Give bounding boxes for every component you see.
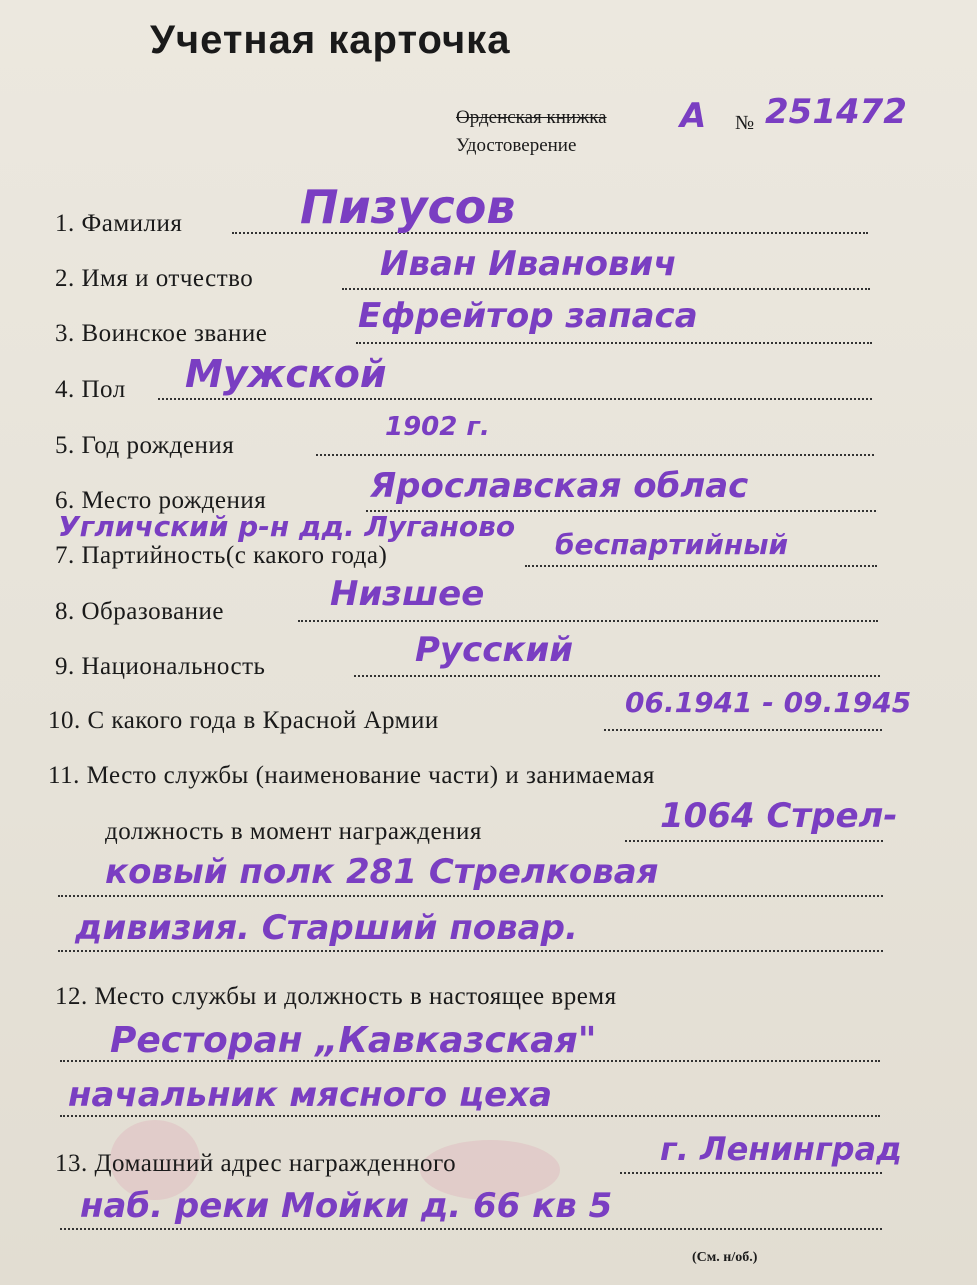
field-9-label: 9. Национальность <box>55 653 266 680</box>
document-type <box>456 104 607 160</box>
field-5-line <box>316 454 874 456</box>
field-3-value: Ефрейтор запаса <box>358 296 698 336</box>
series-handwritten: А <box>680 96 707 136</box>
field-11-label-line2: должность в момент награждения <box>105 818 482 845</box>
field-4-value: Мужской <box>185 352 387 396</box>
field-7-label: 7. Партийность(с какого года) <box>55 542 388 569</box>
field-12-label: 12. Место службы и должность в настоящее время <box>55 983 617 1010</box>
field-13-line2 <box>60 1228 882 1230</box>
field-2-line <box>342 288 870 290</box>
field-11-line2 <box>58 895 883 897</box>
field-6-value-line2: Угличский р-н дд. Луганово <box>58 510 516 543</box>
field-11-value: 1064 Стрел- <box>660 796 898 836</box>
order-book-label: Орденская книжка <box>456 107 607 128</box>
field-13-line <box>620 1172 882 1174</box>
field-4-line <box>158 398 872 400</box>
field-12-line2 <box>60 1115 880 1117</box>
field-13-label: 13. Домашний адрес награжденного <box>55 1150 457 1177</box>
field-11-line <box>625 840 883 842</box>
number-handwritten: 251472 <box>765 92 907 132</box>
field-10-line <box>604 729 882 731</box>
field-11-value-line2: ковый полк 281 Стрелковая <box>105 852 659 892</box>
field-8-line <box>298 620 878 622</box>
field-13-value: г. Ленинград <box>660 1130 902 1168</box>
see-reverse-note: (См. н/об.) <box>692 1250 758 1265</box>
field-8-value: Низшее <box>330 574 485 614</box>
field-7-line <box>525 565 877 567</box>
field-11-value-line3: дивизия. Старший повар. <box>75 908 578 948</box>
field-7-value: беспартийный <box>555 528 789 561</box>
field-11-line3 <box>58 950 883 952</box>
field-9-line <box>354 675 880 677</box>
field-8-label: 8. Образование <box>55 598 225 625</box>
card-title: Учетная карточка <box>150 18 511 62</box>
field-12-value: Ресторан „Кавказская" <box>110 1020 597 1061</box>
field-1-value: Пизусов <box>300 180 516 234</box>
field-10-label: 10. С какого года в Красной Армии <box>48 707 439 734</box>
field-10-value: 06.1941 - 09.1945 <box>625 686 912 719</box>
field-5-value: 1902 г. <box>385 412 490 442</box>
field-2-label: 2. Имя и отчество <box>55 265 254 292</box>
field-3-label: 3. Воинское звание <box>55 320 268 347</box>
field-6-value: Ярославская облас <box>370 466 749 506</box>
field-13-value-line2: наб. реки Мойки д. 66 кв 5 <box>80 1186 613 1226</box>
field-4-label: 4. Пол <box>55 376 126 403</box>
field-6-label: 6. Место рождения <box>55 487 267 514</box>
number-sign: № <box>735 112 755 134</box>
field-2-value: Иван Иванович <box>380 244 677 284</box>
field-9-value: Русский <box>415 630 574 670</box>
certificate-label: Удостоверение <box>456 135 577 156</box>
field-12-value-line2: начальник мясного цеха <box>68 1075 553 1115</box>
field-11-label: 11. Место службы (наименование части) и занимаемая <box>48 762 655 789</box>
field-1-label: 1. Фамилия <box>55 210 183 237</box>
field-5-label: 5. Год рождения <box>55 432 235 459</box>
field-3-line <box>356 342 872 344</box>
